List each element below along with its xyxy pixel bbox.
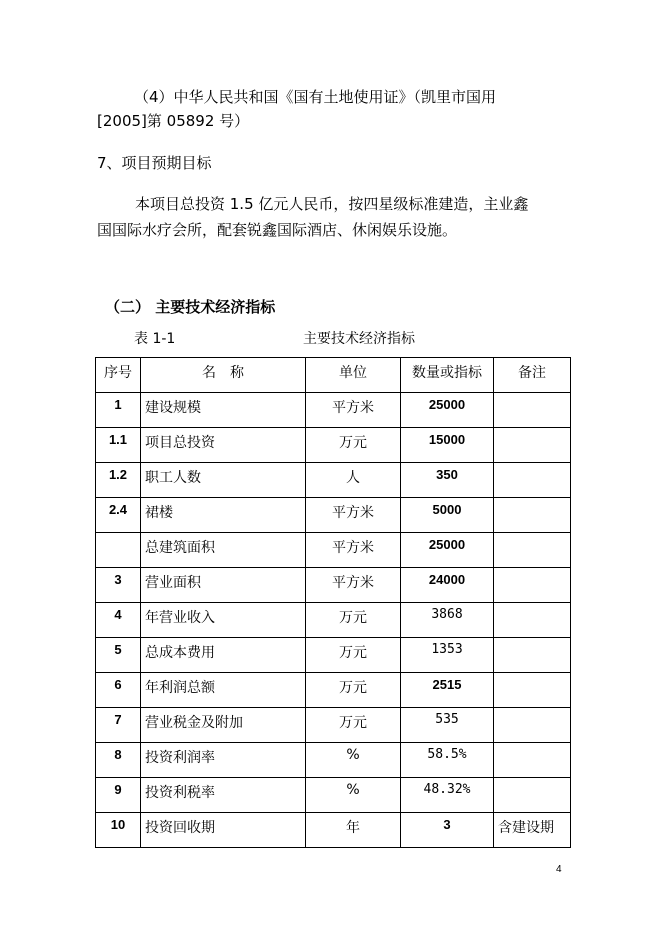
row-note — [494, 568, 571, 603]
row-unit: 平方米 — [306, 533, 401, 568]
row-note — [494, 428, 571, 463]
header-no: 序号 — [96, 358, 141, 393]
row-name: 职工人数 — [141, 463, 306, 498]
row-name: 总建筑面积 — [141, 533, 306, 568]
row-unit: 万元 — [306, 428, 401, 463]
table-row — [96, 463, 571, 498]
row-name: 营业税金及附加 — [141, 708, 306, 743]
row-name: 投资利税率 — [141, 778, 306, 813]
row-no: 2.4 — [96, 498, 141, 533]
row-unit: 平方米 — [306, 568, 401, 603]
header-name: 名 称 — [141, 358, 306, 393]
row-no: 4 — [96, 603, 141, 638]
row-value: 15000 — [401, 428, 494, 463]
paragraph-land-cert-line2: [2005]第 05892 号） — [97, 112, 250, 130]
page-number: 4 — [556, 864, 562, 875]
row-name: 投资回收期 — [141, 813, 306, 848]
table-row — [96, 708, 571, 743]
row-note — [494, 778, 571, 813]
row-note — [494, 638, 571, 673]
row-value: 3868 — [401, 603, 494, 638]
table-caption-title: 主要技术经济指标 — [303, 331, 415, 347]
header-note: 备注 — [494, 358, 571, 393]
row-name: 裙楼 — [141, 498, 306, 533]
table-row — [96, 603, 571, 638]
row-no: 8 — [96, 743, 141, 778]
row-value: 2515 — [401, 673, 494, 708]
row-unit: 万元 — [306, 708, 401, 743]
row-value: 25000 — [401, 393, 494, 428]
table-row — [96, 813, 571, 848]
row-unit: 年 — [306, 813, 401, 848]
table-row — [96, 778, 571, 813]
row-unit: 万元 — [306, 673, 401, 708]
row-unit: 平方米 — [306, 393, 401, 428]
row-value: 58.5% — [401, 743, 494, 778]
row-no: 10 — [96, 813, 141, 848]
table-row — [96, 393, 571, 428]
row-unit: % — [306, 743, 401, 778]
row-value: 24000 — [401, 568, 494, 603]
row-name: 投资利润率 — [141, 743, 306, 778]
section-7-heading: 7、项目预期目标 — [97, 154, 212, 172]
row-no: 9 — [96, 778, 141, 813]
row-no: 1.1 — [96, 428, 141, 463]
paragraph-target-line1: 本项目总投资 1.5 亿元人民币，按四星级标准建造，主业鑫 — [135, 195, 529, 213]
table-header-row — [96, 358, 571, 393]
header-value: 数量或指标 — [401, 358, 494, 393]
table-row — [96, 498, 571, 533]
row-name: 总成本费用 — [141, 638, 306, 673]
row-value: 5000 — [401, 498, 494, 533]
row-note — [494, 393, 571, 428]
header-unit: 单位 — [306, 358, 401, 393]
row-value: 1353 — [401, 638, 494, 673]
row-no: 5 — [96, 638, 141, 673]
indicators-table — [95, 357, 571, 848]
row-no: 6 — [96, 673, 141, 708]
row-value: 48.32% — [401, 778, 494, 813]
paragraph-target-line2: 国国际水疗会所，配套锐鑫国际酒店、休闲娱乐设施。 — [97, 221, 458, 239]
row-name: 年营业收入 — [141, 603, 306, 638]
row-name: 建设规模 — [141, 393, 306, 428]
row-note — [494, 708, 571, 743]
paragraph-land-cert-line1: （4）中华人民共和国《国有土地使用证》（凯里市国用 — [134, 88, 497, 106]
row-no: 1 — [96, 393, 141, 428]
table-row — [96, 533, 571, 568]
row-value: 25000 — [401, 533, 494, 568]
table-row — [96, 673, 571, 708]
section-2-heading: （二） 主要技术经济指标 — [105, 298, 276, 316]
row-unit: 平方米 — [306, 498, 401, 533]
table-row — [96, 428, 571, 463]
row-name: 年利润总额 — [141, 673, 306, 708]
row-note — [494, 743, 571, 778]
table-row — [96, 743, 571, 778]
row-unit: 万元 — [306, 603, 401, 638]
row-unit: 万元 — [306, 638, 401, 673]
row-no: 3 — [96, 568, 141, 603]
row-note: 含建设期 — [494, 813, 571, 848]
row-note — [494, 533, 571, 568]
table-caption-id: 表 1-1 — [134, 331, 176, 347]
row-note — [494, 673, 571, 708]
row-note — [494, 603, 571, 638]
row-no: 1.2 — [96, 463, 141, 498]
row-no — [96, 533, 141, 568]
row-name: 营业面积 — [141, 568, 306, 603]
table-row — [96, 638, 571, 673]
row-name: 项目总投资 — [141, 428, 306, 463]
row-value: 535 — [401, 708, 494, 743]
row-no: 7 — [96, 708, 141, 743]
row-value: 3 — [401, 813, 494, 848]
table-row — [96, 568, 571, 603]
row-note — [494, 498, 571, 533]
row-note — [494, 463, 571, 498]
row-value: 350 — [401, 463, 494, 498]
row-unit: 人 — [306, 463, 401, 498]
row-unit: % — [306, 778, 401, 813]
